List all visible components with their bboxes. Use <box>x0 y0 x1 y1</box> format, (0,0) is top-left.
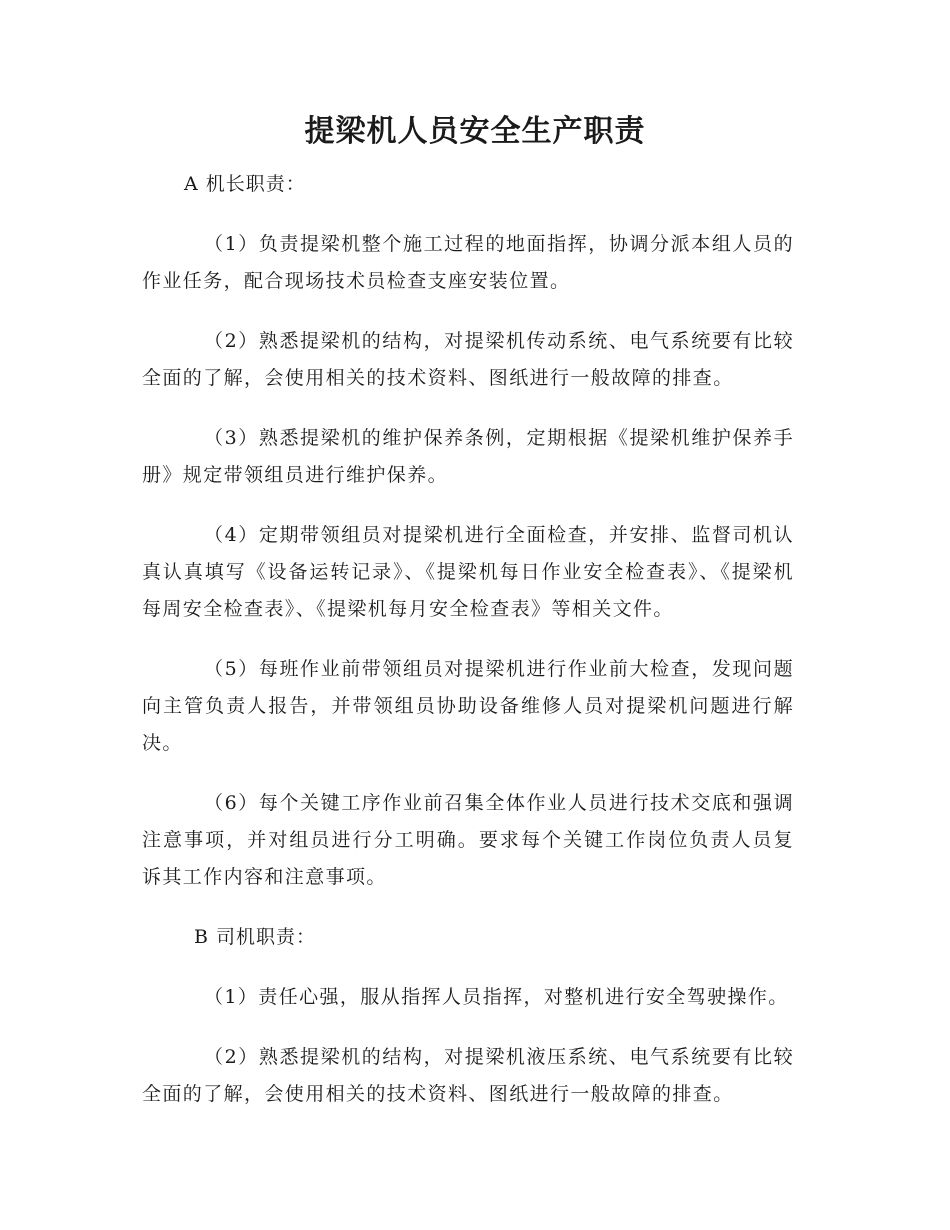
section-a-item-1: （1）负责提梁机整个施工过程的地面指挥，协调分派本组人员的作业任务，配合现场技术员检查支座安装位置。 <box>142 233 794 292</box>
document-title: 提梁机人员安全生产职责 <box>304 114 646 149</box>
section-a-item-4: （4）定期带领组员对提梁机进行全面检查，并安排、监督司机认真认真填写《设备运转记录》、《提梁机每日作业安全检查表》、《提梁机每周安全检查表》、《提梁机每月安全检查表》等相关文件。 <box>142 524 794 620</box>
section-a-item-3: （3）熟悉提梁机的维护保养条例，定期根据《提梁机维护保养手册》规定带领组员进行维护保养。 <box>142 427 794 486</box>
section-b-item-1: （1）责任心强，服从指挥人员指挥，对整机进行安全驾驶操作。 <box>204 986 789 1008</box>
document-body <box>142 166 794 1136</box>
section-b-heading: B 司机职责： <box>194 926 317 948</box>
section-a-item-2: （2）熟悉提梁机的结构，对提梁机传动系统、电气系统要有比较全面的了解，会使用相关的技术资料、图纸进行一般故障的排查。 <box>142 330 794 389</box>
section-b-item-2: （2）熟悉提梁机的结构，对提梁机液压系统、电气系统要有比较全面的了解，会使用相关的技术资料、图纸进行一般故障的排查。 <box>142 1046 794 1105</box>
section-a-item-6: （6）每个关键工序作业前召集全体作业人员进行技术交底和强调注意事项，并对组员进行分工明确。要求每个关键工作岗位负责人员复诉其工作内容和注意事项。 <box>142 792 794 888</box>
section-a-item-5: （5）每班作业前带领组员对提梁机进行作业前大检查，发现问题向主管负责人报告，并带领组员协助设备维修人员对提梁机问题进行解决。 <box>142 658 794 754</box>
section-a-heading: A 机长职责： <box>184 173 306 195</box>
